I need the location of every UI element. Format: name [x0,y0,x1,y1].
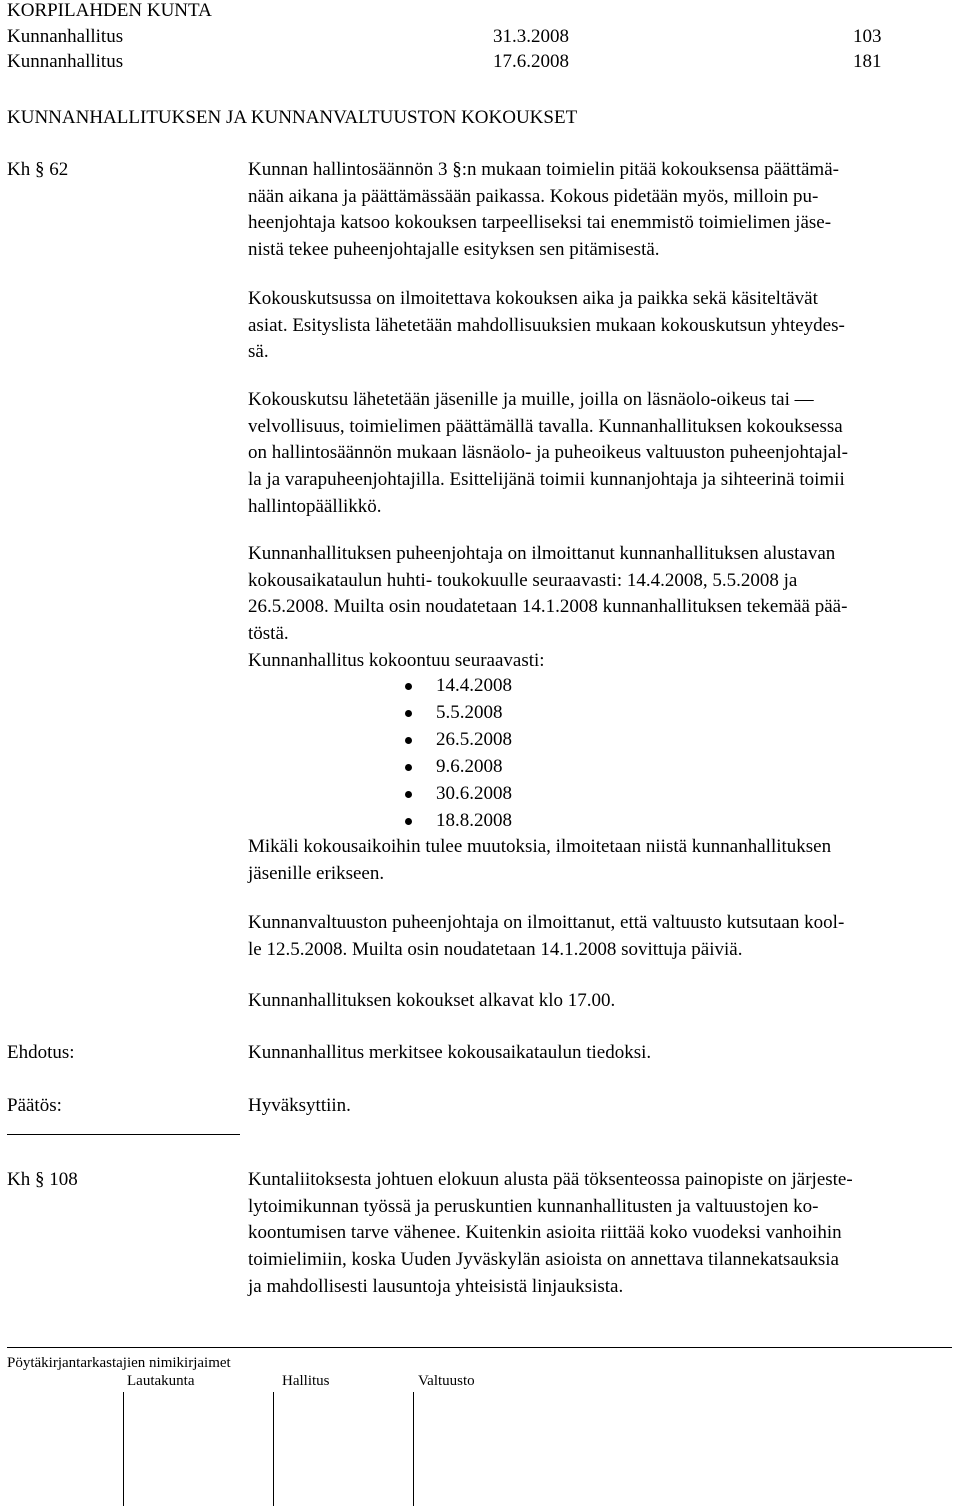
text-line: Kunnanhallitus kokoontuu seuraavasti: [248,649,545,671]
section-divider [7,1134,240,1135]
item1-para4 [248,541,953,675]
item-ref-kh108: Kh § 108 [7,1169,78,1190]
text-line: Kuntaliitoksesta johtuen elokuun alusta pää töksenteossa painopiste on järjeste- [248,1169,853,1190]
list-item: 30.6.2008 [405,781,512,808]
text-line: heenjohtaja katsoo kokouksen tarpeelliseksi tai enemmistö toimielimen jäse- [248,212,832,234]
text-line: Kunnanhallitus merkitsee kokousaikataulun tiedoksi. [248,1042,652,1063]
header-body-1: Kunnanhallitus [7,26,124,47]
text-line: töstä. [248,623,289,645]
list-item: 18.8.2008 [405,808,512,835]
text-line: asiat. Esityslista lähetetään mahdollisuuksien mukaan kokouskutsun yhteydes- [248,314,845,336]
list-item: 14.4.2008 [405,673,512,700]
list-item: 5.5.2008 [405,700,512,727]
item1-para3 [248,387,953,521]
header-date-1: 31.3.2008 [493,26,569,47]
text-line: le 12.5.2008. Muilta osin noudatetaan 14.1.2008 sovittuja päiviä. [248,938,743,960]
header-page-2: 181 [853,51,882,72]
footer-col-lautakunta: Lautakunta [127,1373,195,1389]
text-line: nään aikana ja päättämässään paikassa. Kokous pidetään myös, milloin pu- [248,185,819,207]
text-line: on hallintosäännön mukaan läsnäolo- ja puheoikeus valtuuston puheenjohtajal- [248,442,848,464]
signature-box-divider [123,1392,124,1506]
signature-box-divider [273,1392,274,1506]
footer-rule [7,1347,952,1348]
org-name: KORPILAHDEN KUNTA [7,0,212,21]
text-line: Kunnanhallituksen puheenjohtaja on ilmoittanut kunnanhallituksen alustavan [248,543,836,564]
text-line: Kunnan hallintosäännön 3 §:n mukaan toimielin pitää kokouksensa päättämä- [248,159,839,180]
list-item: 26.5.2008 [405,727,512,754]
text-line: toimielimiin, koska Uuden Jyväskylän asioista on annettava tilannekatsauksia [248,1249,839,1271]
text-line: koontumisen tarve vähenee. Kuitenkin asioita riittää koko vuodeksi vanhoihin [248,1222,842,1244]
text-line: ja mahdollisesti lausuntoja yhteisistä linjauksista. [248,1275,624,1297]
item2-para [248,1167,953,1301]
meeting-dates-list [405,673,512,835]
item1-para7 [248,988,953,1015]
item1-para1 [248,157,953,264]
header-body-2: Kunnanhallitus [7,51,124,72]
text-line: la ja varapuheenjohtajilla. Esittelijänä toimii kunnanjohtaja ja sihteerinä toimii [248,469,845,491]
footer-col-hallitus: Hallitus [282,1373,330,1389]
footer-title: Pöytäkirjantarkastajien nimikirjaimet [7,1355,231,1371]
item-ref-kh62: Kh § 62 [7,159,69,180]
text-line: 26.5.2008. Muilta osin noudatetaan 14.1.2008 kunnanhallituksen tekemää pää- [248,596,848,618]
text-line: Kunnanhallituksen kokoukset alkavat klo 17.00. [248,990,616,1011]
item1-para5 [248,834,953,887]
footer-col-valtuusto: Valtuusto [418,1373,475,1389]
proposal-text [248,1040,953,1067]
header-date-2: 17.6.2008 [493,51,569,72]
decision-label: Päätös: [7,1095,62,1116]
list-item: 9.6.2008 [405,754,512,781]
text-line: Kokouskutsussa on ilmoitettava kokouksen aika ja paikka sekä käsiteltävät [248,288,818,309]
item1-para2 [248,286,953,366]
decision-text [248,1093,953,1120]
proposal-label: Ehdotus: [7,1042,75,1063]
signature-box-divider [413,1392,414,1506]
text-line: jäsenille erikseen. [248,862,385,884]
text-line: nistä tekee puheenjohtajalle esityksen sen pitämisestä. [248,239,660,261]
text-line: sä. [248,341,269,363]
text-line: hallintopäällikkö. [248,495,382,517]
item1-para6 [248,910,953,963]
text-line: Kokouskutsu lähetetään jäsenille ja muille, joilla on läsnäolo-oikeus tai — [248,389,814,410]
text-line: kokousaikataulun huhti- toukokuulle seuraavasti: 14.4.2008, 5.5.2008 ja [248,569,798,591]
text-line: Hyväksyttiin. [248,1095,351,1116]
text-line: velvollisuus, toimielimen päättämällä tavalla. Kunnanhallituksen kokouksessa [248,415,843,437]
header-page-1: 103 [853,26,882,47]
text-line: lytoimikunnan työssä ja peruskuntien kunnanhallitusten ja valtuustojen ko- [248,1195,819,1217]
section-title: KUNNANHALLITUKSEN JA KUNNANVALTUUSTON KOKOUKSET [7,107,578,128]
text-line: Mikäli kokousaikoihin tulee muutoksia, ilmoitetaan niistä kunnanhallituksen [248,836,832,857]
text-line: Kunnanvaltuuston puheenjohtaja on ilmoittanut, että valtuusto kutsutaan kool- [248,912,845,933]
